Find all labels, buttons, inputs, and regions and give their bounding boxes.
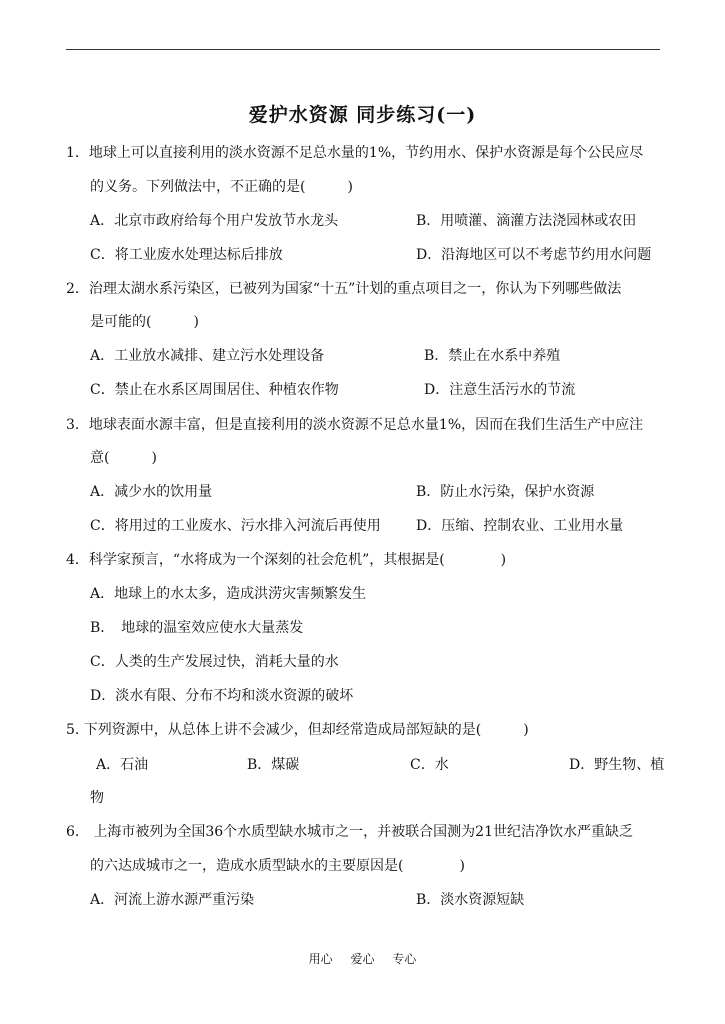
- q5-option-b: B．煤碳: [247, 757, 300, 773]
- q1-option-a: A．北京市政府给每个用户发放节水龙头: [90, 213, 339, 229]
- page-title: 爱护水资源 同步练习(一): [248, 104, 477, 126]
- q2-option-c: C．禁止在水系区周围居住、种植农作物: [90, 382, 339, 398]
- q4-option-d: D．淡水有限、分布不均和淡水资源的破坏: [90, 688, 354, 704]
- page-footer: 用心 爱心 专心: [308, 952, 417, 966]
- q4-option-a: A．地球上的水太多，造成洪涝灾害频繁发生: [90, 586, 367, 602]
- q4-option-c: C．人类的生产发展过快，消耗大量的水: [90, 654, 339, 670]
- q6-option-b: B．淡水资源短缺: [416, 892, 525, 908]
- q2-option-d: D．注意生活污水的节流: [424, 382, 576, 398]
- q1-stem-line-1: 1．地球上可以直接利用的淡水资源不足总水量的1%，节约用水、保护水资源是每个公民应尽: [66, 145, 644, 161]
- q5-stem-line-1: 5. 下列资源中，从总体上讲不会减少，但却经常造成局部短缺的是( ): [66, 722, 529, 738]
- q1-stem-line-2: 的义务。下列做法中，不正确的是( ): [90, 179, 353, 195]
- q3-stem-line-1: 3．地球表面水源丰富，但是直接利用的淡水资源不足总水量1%，因而在我们生活生产中应注: [66, 417, 644, 433]
- q3-stem-line-2: 意( ): [90, 450, 157, 466]
- q2-stem-line-1: 2．治理太湖水系污染区，已被列为国家“十五”计划的重点项目之一，你认为下列哪些做法: [66, 281, 622, 297]
- q1-option-b: B．用喷灌、滴灌方法浇园林或农田: [416, 213, 637, 229]
- q3-option-c: C．将用过的工业废水、污水排入河流后再使用: [90, 518, 381, 534]
- q5-option-d: D．野生物、植: [569, 757, 665, 773]
- q3-option-b: B．防止水污染，保护水资源: [416, 484, 595, 500]
- q4-option-b: B． 地球的温室效应使水大量蒸发: [90, 620, 304, 636]
- q1-option-c: C．将工业废水处理达标后排放: [90, 247, 283, 263]
- q4-stem-line-1: 4．科学家预言，“水将成为一个深刻的社会危机”，其根据是( ): [66, 552, 507, 568]
- header-rule: [66, 49, 660, 50]
- q5-option-c: C．水: [410, 757, 449, 773]
- q6-stem-line-2: 的六达成城市之一，造成水质型缺水的主要原因是( ): [90, 858, 465, 874]
- q3-option-a: A．减少水的饮用量: [90, 484, 213, 500]
- q3-option-d: D．压缩、控制农业、工业用水量: [416, 518, 624, 534]
- q2-stem-line-2: 是可能的( ): [90, 314, 199, 330]
- q5-option-d-continuation: 物: [90, 790, 104, 806]
- q6-option-a: A．河流上游水源严重污染: [90, 892, 255, 908]
- q1-option-d: D．沿海地区可以不考虑节约用水问题: [416, 247, 652, 263]
- q6-stem-line-1: 6． 上海市被列为全国36个水质型缺水城市之一，并被联合国测为21世纪洁净饮水严重缺乏: [66, 824, 633, 840]
- q5-option-a: A．石油: [96, 757, 149, 773]
- q2-option-b: B．禁止在水系中养殖: [424, 348, 561, 364]
- q2-option-a: A．工业放水减排、建立污水处理设备: [90, 348, 325, 364]
